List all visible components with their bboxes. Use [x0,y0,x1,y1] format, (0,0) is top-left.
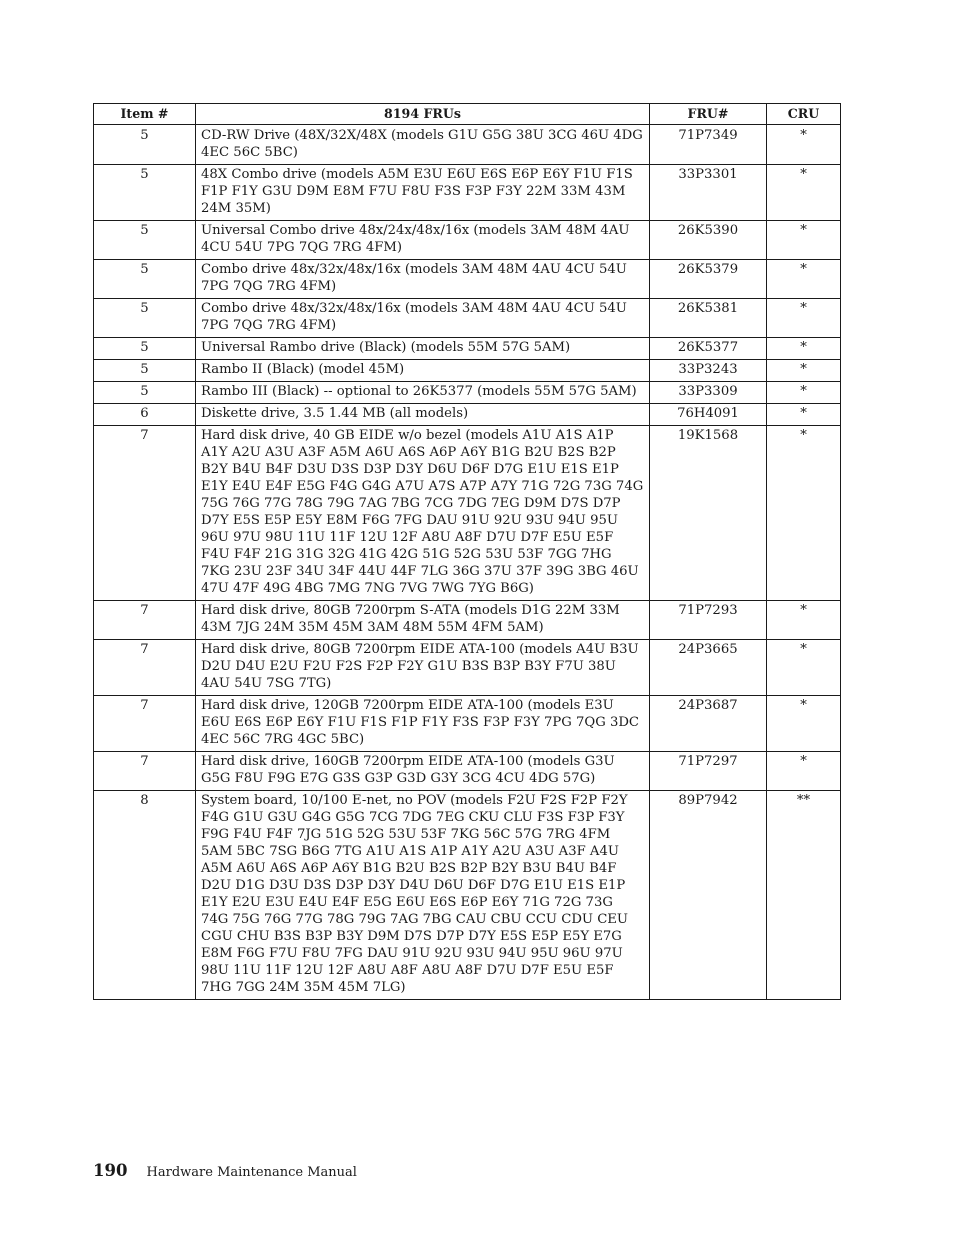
table-row [94,791,841,1000]
cell-description: CD-RW Drive (48X/32X/48X (models G1U G5G 38U 3CG 46U 4DG 4EC 56C 5BC) [196,125,650,165]
cell-description: Hard disk drive, 80GB 7200rpm S-ATA (models D1G 22M 33M 43M 7JG 24M 35M 45M 3AM 48M 55M 4FM 5AM) [196,601,650,640]
cell-fru: 26K5390 [650,221,767,260]
header-description: 8194 FRUs [196,104,650,125]
cell-cru: * [767,640,841,696]
table-row [94,404,841,426]
page-footer [93,1161,357,1180]
cell-item: 7 [94,696,196,752]
cell-cru: * [767,426,841,601]
cell-fru: 19K1568 [650,426,767,601]
header-cru: CRU [767,104,841,125]
cell-description: Universal Combo drive 48x/24x/48x/16x (models 3AM 48M 4AU 4CU 54U 7PG 7QG 7RG 4FM) [196,221,650,260]
table-row [94,382,841,404]
cell-fru: 33P3301 [650,165,767,221]
cell-cru: * [767,696,841,752]
table-row [94,426,841,601]
table-body [94,125,841,1000]
cell-item: 5 [94,382,196,404]
cell-fru: 33P3309 [650,382,767,404]
table-row [94,299,841,338]
cell-fru: 26K5381 [650,299,767,338]
cell-fru: 71P7349 [650,125,767,165]
cell-description: Rambo II (Black) (model 45M) [196,360,650,382]
cell-fru: 76H4091 [650,404,767,426]
table-row [94,338,841,360]
fru-table [93,103,841,1000]
cell-item: 5 [94,299,196,338]
header-item: Item # [94,104,196,125]
cell-description: Universal Rambo drive (Black) (models 55M 57G 5AM) [196,338,650,360]
cell-item: 7 [94,426,196,601]
cell-cru: * [767,404,841,426]
cell-item: 5 [94,125,196,165]
table-row [94,640,841,696]
manual-title: Hardware Maintenance Manual [146,1165,357,1180]
cell-description: Hard disk drive, 80GB 7200rpm EIDE ATA-100 (models A4U B3U D2U D4U E2U F2U F2S F2P F2Y G1U B3S B3P B3Y F7U 38U 4AU 54U 7SG 7TG) [196,640,650,696]
cell-fru: 33P3243 [650,360,767,382]
cell-fru: 26K5377 [650,338,767,360]
page-number: 190 [93,1161,128,1180]
cell-cru: * [767,221,841,260]
cell-fru: 26K5379 [650,260,767,299]
cell-cru: * [767,752,841,791]
cell-item: 8 [94,791,196,1000]
table-row [94,360,841,382]
cell-description: Combo drive 48x/32x/48x/16x (models 3AM 48M 4AU 4CU 54U 7PG 7QG 7RG 4FM) [196,260,650,299]
table-row [94,165,841,221]
cell-description: Combo drive 48x/32x/48x/16x (models 3AM 48M 4AU 4CU 54U 7PG 7QG 7RG 4FM) [196,299,650,338]
cell-cru: ** [767,791,841,1000]
table-row [94,696,841,752]
table-row [94,125,841,165]
cell-fru: 71P7297 [650,752,767,791]
cell-item: 5 [94,360,196,382]
cell-cru: * [767,165,841,221]
cell-item: 5 [94,260,196,299]
cell-cru: * [767,125,841,165]
cell-item: 5 [94,338,196,360]
cell-description: Hard disk drive, 160GB 7200rpm EIDE ATA-100 (models G3U G5G F8U F9G E7G G3S G3P G3D G3Y 3CG 4CU 4DG 57G) [196,752,650,791]
cell-cru: * [767,601,841,640]
cell-cru: * [767,338,841,360]
cell-item: 6 [94,404,196,426]
cell-fru: 89P7942 [650,791,767,1000]
table-header-row [94,104,841,125]
cell-item: 7 [94,752,196,791]
cell-cru: * [767,299,841,338]
cell-cru: * [767,360,841,382]
cell-item: 7 [94,601,196,640]
header-fru: FRU# [650,104,767,125]
cell-item: 7 [94,640,196,696]
cell-description: Diskette drive, 3.5 1.44 MB (all models) [196,404,650,426]
cell-item: 5 [94,221,196,260]
cell-fru: 24P3687 [650,696,767,752]
table-row [94,221,841,260]
table-row [94,601,841,640]
cell-description: 48X Combo drive (models A5M E3U E6U E6S E6P E6Y F1U F1S F1P F1Y G3U D9M E8M F7U F8U F3S F3P F3Y 22M 33M 43M 24M 35M) [196,165,650,221]
cell-description: Hard disk drive, 120GB 7200rpm EIDE ATA-100 (models E3U E6U E6S E6P E6Y F1U F1S F1P F1Y F3S F3P F3Y 7PG 7QG 3DC 4EC 56C 7RG 4GC 5BC) [196,696,650,752]
cell-fru: 71P7293 [650,601,767,640]
table-row [94,260,841,299]
cell-item: 5 [94,165,196,221]
cell-description: Rambo III (Black) -- optional to 26K5377 (models 55M 57G 5AM) [196,382,650,404]
cell-description: Hard disk drive, 40 GB EIDE w/o bezel (models A1U A1S A1P A1Y A2U A3U A3F A5M A6U A6S A6P A6Y B1G B2U B2S B2P B2Y B4U B4F D3U D3S D3P D3Y D6U D6F D7G E1U E1S E1P E1Y E4U E4F E5G F4G G4G A7U A7S A7P A7Y 71G 72G 73G 74G 75G 76G 77G 78G 79G 7AG 7BG 7CG 7DG 7EG D9M D7S D7P D7Y E5S E5P E5Y E8M F6G 7FG DAU 91U 92U 93U 94U 95U 96U 97U 98U 11U 11F 12U 12F A8U A8F D7U D7F E5U E5F F4U F4F 21G 31G 32G 41G 42G 51G 52G 53U 53F 7GG 7HG 7KG 23U 23F 34U 34F 44U 44F 7LG 36G 37U 37F 39G 3BG 46U 47U 47F 49G 4BG 7MG 7NG 7VG 7WG 7YG B6G) [196,426,650,601]
table-row [94,752,841,791]
cell-fru: 24P3665 [650,640,767,696]
cell-description: System board, 10/100 E-net, no POV (models F2U F2S F2P F2Y F4G G1U G3U G4G G5G 7CG 7DG 7EG CKU CLU F3S F3P F3Y F9G F4U F4F 7JG 51G 52G 53U 53F 7KG 56C 57G 7RG 4FM 5AM 5BC 7SG B6G 7TG A1U A1S A1P A1Y A2U A3U A3F A4U A5M A6U A6S A6P A6Y B1G B2U B2S B2P B2Y B3U B4U B4F D2U D1G D3U D3S D3P D3Y D4U D6U D6F D7G E1U E1S E1P E1Y E2U E3U E4U E4F E5G E6U E6S E6P E6Y 71G 72G 73G 74G 75G 76G 77G 78G 79G 7AG 7BG CAU CBU CCU CDU CEU CGU CHU B3S B3P B3Y D9M D7S D7P D7Y E5S E5P E5Y E7G E8M F6G F7U F8U 7FG DAU 91U 92U 93U 94U 95U 96U 97U 98U 11U 11F 12U 12F A8U A8F A8U A8F D7U D7F E5U E5F 7HG 7GG 24M 35M 45M 7LG) [196,791,650,1000]
cell-cru: * [767,260,841,299]
cell-cru: * [767,382,841,404]
